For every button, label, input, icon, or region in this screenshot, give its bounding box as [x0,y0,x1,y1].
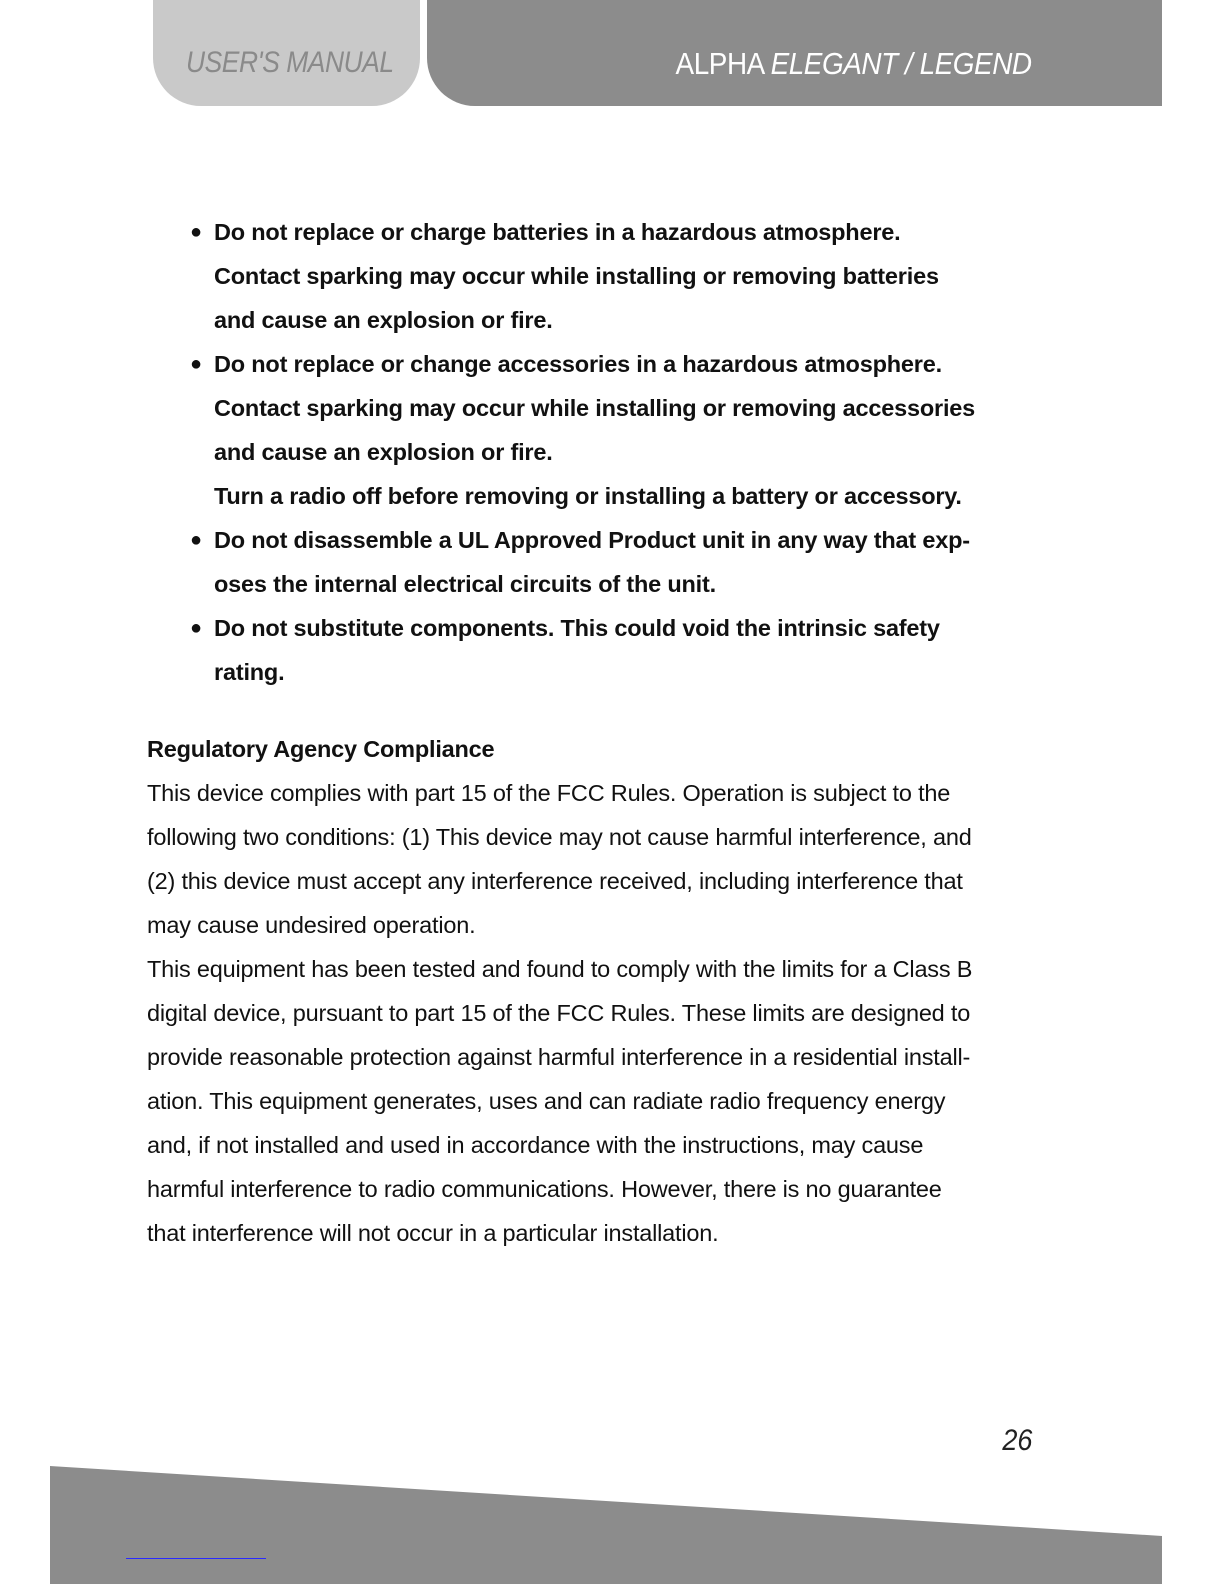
compliance-line: provide reasonable protection against harmful interference in a residential install- [147,1044,971,1070]
compliance-line: may cause undesired operation. [147,912,476,938]
bullet-icon: ● [190,617,202,639]
bullet-line: and cause an explosion or fire. [214,439,553,465]
compliance-heading: Regulatory Agency Compliance [147,736,495,762]
header-manual-label: USER'S MANUAL [186,46,394,79]
bullet-icon: ● [190,529,202,551]
bullet-icon: ● [190,221,202,243]
compliance-line: and, if not installed and used in accordance with the instructions, may cause [147,1132,924,1158]
header-product-title [676,46,1032,82]
safety-bullet [190,210,1070,342]
compliance-line: following two conditions: (1) This device may not cause harmful interference, and [147,824,972,850]
page-number: 26 [1001,1424,1032,1457]
bullet-line: and cause an explosion or fire. [214,307,553,333]
header-brand: ALPHA [675,46,764,81]
compliance-line: ation. This equipment generates, uses and can radiate radio frequency energy [147,1088,946,1114]
bullet-line: Contact sparking may occur while installing or removing batteries [214,263,939,289]
bullet-line: Do not disassemble a UL Approved Product unit in any way that exp- [214,527,970,553]
footer-band-shape [50,1466,1162,1584]
bullet-line: Contact sparking may occur while installing or removing accessories [214,395,976,421]
bullet-icon: ● [190,353,202,375]
footer-link-underline[interactable] [126,1558,266,1559]
header-model: ELEGANT / LEGEND [770,46,1032,81]
compliance-line: This device complies with part 15 of the FCC Rules. Operation is subject to the [147,780,951,806]
bullet-line: Do not replace or change accessories in a hazardous atmosphere. [214,351,942,377]
compliance-line: harmful interference to radio communications. However, there is no guarantee [147,1176,942,1202]
compliance-section [147,727,1067,1255]
bullet-line: Do not substitute components. This could void the intrinsic safety [214,615,940,641]
compliance-line: This equipment has been tested and found to comply with the limits for a Class B [147,956,973,982]
bullet-line: oses the internal electrical circuits of the unit. [214,571,716,597]
footer-band [50,1460,1162,1584]
safety-bullet-list [190,210,1070,694]
safety-bullet [190,342,1070,518]
bullet-line: rating. [214,659,285,685]
safety-bullet [190,518,1070,606]
bullet-line: Turn a radio off before removing or installing a battery or accessory. [214,483,962,509]
safety-bullet [190,606,1070,694]
compliance-line: digital device, pursuant to part 15 of the FCC Rules. These limits are designed to [147,1000,971,1026]
compliance-line: that interference will not occur in a particular installation. [147,1220,719,1246]
compliance-line: (2) this device must accept any interference received, including interference that [147,868,963,894]
bullet-line: Do not replace or charge batteries in a hazardous atmosphere. [214,219,901,245]
